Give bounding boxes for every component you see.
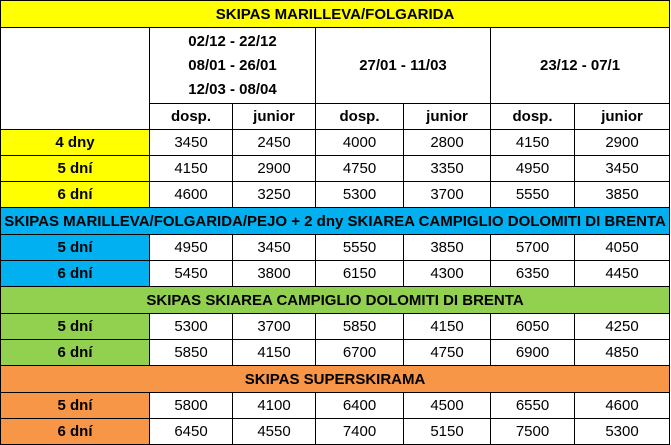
price-cell: 3450 (575, 156, 670, 182)
period-header (150, 28, 316, 104)
price-cell: 4100 (233, 393, 316, 419)
period-date-range: 23/12 - 07/1 (540, 56, 621, 74)
price-cell: 4600 (575, 393, 670, 419)
price-cell: 6400 (316, 393, 404, 419)
price-cell: 6700 (316, 340, 404, 366)
price-cell: 7400 (316, 419, 404, 445)
section-title-row (1, 208, 670, 235)
price-cell: 5550 (491, 182, 575, 208)
period-date-range: 08/01 - 26/01 (188, 56, 277, 74)
price-cell: 5150 (404, 419, 491, 445)
table-row (1, 235, 670, 261)
price-cell: 4150 (404, 314, 491, 340)
table-row (1, 419, 670, 445)
row-label: 6 dní (1, 261, 150, 287)
price-cell: 4750 (404, 340, 491, 366)
price-cell: 3700 (404, 182, 491, 208)
section-title: SKIPAS SUPERSKIRAMA (1, 366, 670, 393)
table-row (1, 182, 670, 208)
table-body (1, 1, 670, 445)
price-cell: 4250 (575, 314, 670, 340)
corner-cell (1, 28, 150, 130)
table-row (1, 156, 670, 182)
price-cell: 5450 (150, 261, 233, 287)
section-title-row (1, 366, 670, 393)
price-cell: 4950 (491, 156, 575, 182)
section-title: SKIPAS MARILLEVA/FOLGARIDA/PEJO + 2 dny SKIAREA CAMPIGLIO DOLOMITI DI BRENTA (1, 208, 670, 235)
row-label: 4 dny (1, 130, 150, 156)
price-cell: 4000 (316, 130, 404, 156)
price-cell: 4850 (575, 340, 670, 366)
price-cell: 3250 (233, 182, 316, 208)
price-cell: 6050 (491, 314, 575, 340)
column-header-adult: dosp. (150, 104, 233, 130)
price-cell: 4150 (233, 340, 316, 366)
price-cell: 4600 (150, 182, 233, 208)
table-row (1, 393, 670, 419)
period-date-range: 27/01 - 11/03 (359, 56, 447, 74)
price-cell: 5300 (316, 182, 404, 208)
column-header-adult: dosp. (316, 104, 404, 130)
price-cell: 5850 (150, 340, 233, 366)
price-cell: 7500 (491, 419, 575, 445)
price-cell: 3700 (233, 314, 316, 340)
price-cell: 4150 (150, 156, 233, 182)
price-cell: 6550 (491, 393, 575, 419)
column-header-adult: dosp. (491, 104, 575, 130)
price-cell: 2450 (233, 130, 316, 156)
column-header-junior: junior (404, 104, 491, 130)
price-cell: 3800 (233, 261, 316, 287)
price-cell: 6900 (491, 340, 575, 366)
price-cell: 5300 (575, 419, 670, 445)
price-cell: 3850 (404, 235, 491, 261)
row-label: 5 dní (1, 393, 150, 419)
price-cell: 6350 (491, 261, 575, 287)
price-cell: 3850 (575, 182, 670, 208)
section-title-row (1, 287, 670, 314)
price-cell: 6450 (150, 419, 233, 445)
price-cell: 5700 (491, 235, 575, 261)
price-cell: 5550 (316, 235, 404, 261)
price-cell: 5800 (150, 393, 233, 419)
row-label: 6 dní (1, 419, 150, 445)
section-title: SKIPAS MARILLEVA/FOLGARIDA (1, 1, 670, 28)
row-label: 5 dní (1, 156, 150, 182)
price-cell: 4300 (404, 261, 491, 287)
period-header (316, 28, 491, 104)
price-cell: 4950 (150, 235, 233, 261)
period-header (491, 28, 670, 104)
price-cell: 4450 (575, 261, 670, 287)
price-cell: 2900 (575, 130, 670, 156)
table-row (1, 314, 670, 340)
price-cell: 4150 (491, 130, 575, 156)
table-row (1, 340, 670, 366)
price-cell: 3450 (233, 235, 316, 261)
row-label: 5 dní (1, 314, 150, 340)
price-cell: 4500 (404, 393, 491, 419)
table-row (1, 261, 670, 287)
price-cell: 6150 (316, 261, 404, 287)
period-date-range: 02/12 - 22/12 (188, 32, 277, 50)
column-header-junior: junior (575, 104, 670, 130)
period-date-range: 12/03 - 08/04 (188, 80, 277, 98)
price-cell: 3350 (404, 156, 491, 182)
price-cell: 2900 (233, 156, 316, 182)
price-cell: 4050 (575, 235, 670, 261)
table-row (1, 130, 670, 156)
row-label: 6 dní (1, 340, 150, 366)
section-title-row (1, 1, 670, 28)
price-cell: 5300 (150, 314, 233, 340)
price-cell: 4550 (233, 419, 316, 445)
price-cell: 2800 (404, 130, 491, 156)
price-cell: 4750 (316, 156, 404, 182)
price-cell: 5850 (316, 314, 404, 340)
section-title: SKIPAS SKIAREA CAMPIGLIO DOLOMITI DI BRENTA (1, 287, 670, 314)
row-label: 5 dní (1, 235, 150, 261)
price-cell: 3450 (150, 130, 233, 156)
period-header-row (1, 28, 670, 104)
row-label: 6 dní (1, 182, 150, 208)
column-header-junior: junior (233, 104, 316, 130)
